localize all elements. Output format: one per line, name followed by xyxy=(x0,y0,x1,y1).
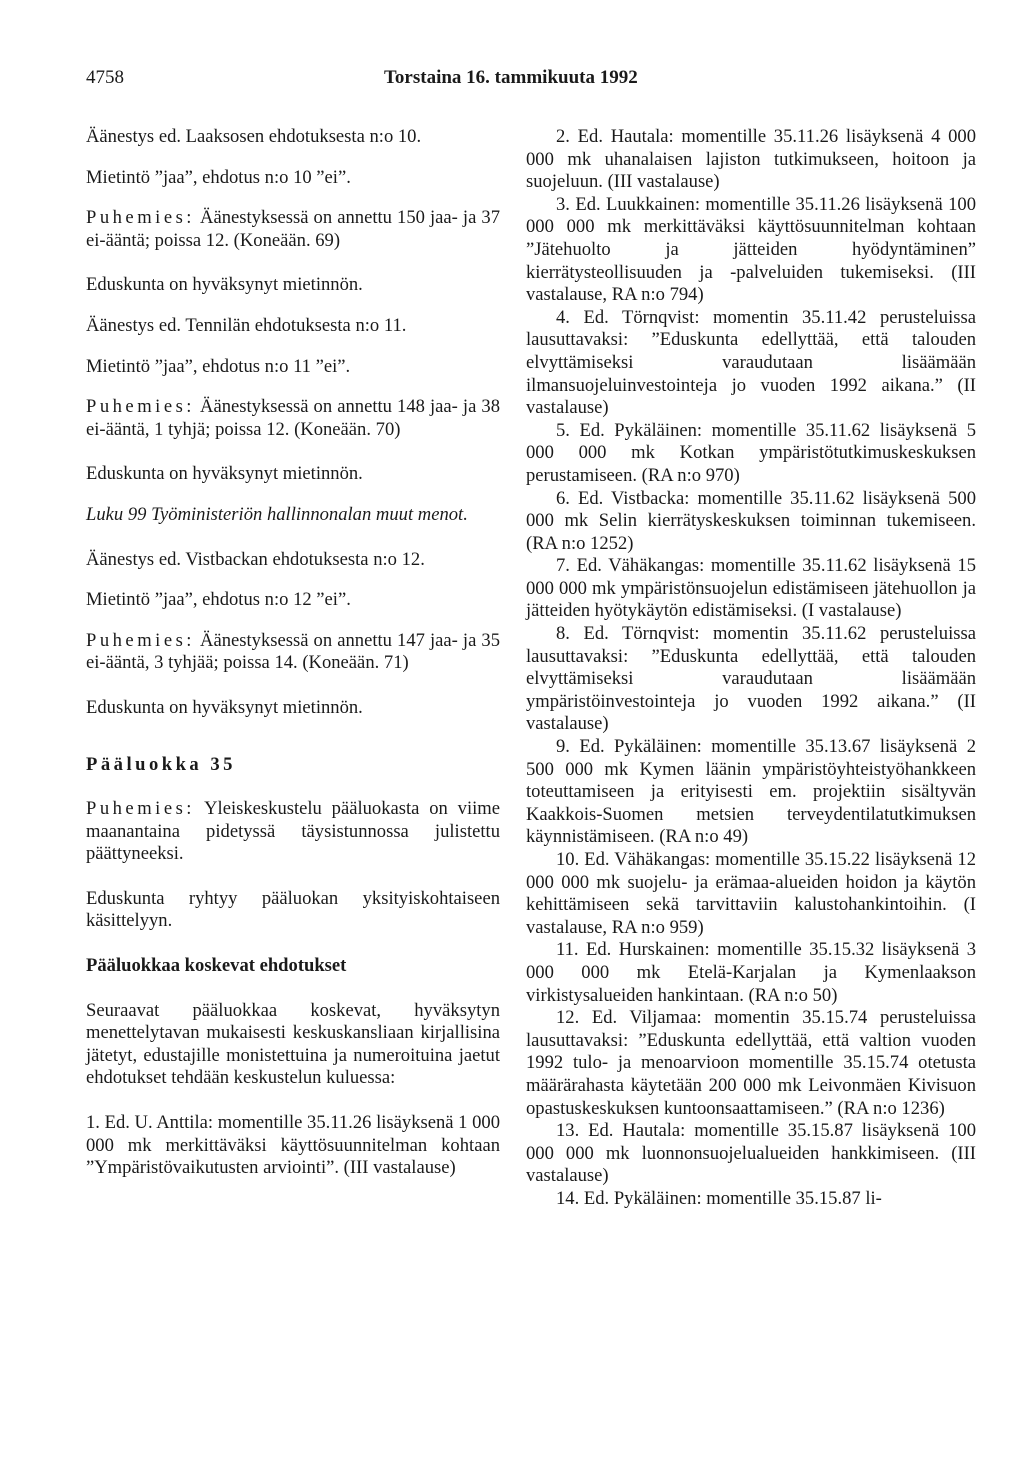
paragraph-detailed-reading: Eduskunta ryhtyy pääluokan yksityiskohtaiseen käsittelyyn. xyxy=(86,887,500,932)
speaker-text: Äänestyksessä on annettu 147 jaa- ja 35 ei-ääntä, 3 tyhjää; poissa 14. (Koneään. 71) xyxy=(86,629,500,674)
paragraph-chapter-99: Luku 99 Työministeriön hallinnonalan muut menot. xyxy=(86,503,468,525)
proposal-item-6: 6. Ed. Vistbacka: momentille 35.11.62 lisäyksenä 500 000 mk Selin kierrätyskeskuksen toiminnan tukemiseen. (RA n:o 1252) xyxy=(526,487,976,554)
proposal-item-4: 4. Ed. Törnqvist: momentin 35.11.42 perusteluissa lausuttavaksi: ”Eduskunta edellyttää, että talouden elvyttämiseksi varaudutaan lisäämään ilmansuojeluinvestointeja jo vuoden 1992 aikana.” (II vastalause) xyxy=(526,306,976,419)
proposal-item-10: 10. Ed. Vähäkangas: momentille 35.15.22 lisäyksenä 12 000 000 mk suojelu- ja erämaa-alueiden hoidon ja käytön kehittämiseen sekä tarvittaviin kalustohankintoihin. (I vastalause, RA n:o 959) xyxy=(526,849,976,938)
proposal-item-14: 14. Ed. Pykäläinen: momentille 35.15.87 li- xyxy=(556,1187,882,1209)
left-column xyxy=(86,126,500,1202)
proposal-item-9: 9. Ed. Pykäläinen: momentille 35.13.67 lisäyksenä 2 500 000 mk Kymen läänin ympäristöyhteistyöhankkeen toteuttamiseen ja erityisesti em. projektiin sisältyvän Kaakkois-Suomen metsien terveydentilatutkimuksen käynnistämiseen. (RA n:o 49) xyxy=(526,736,976,848)
paragraph-committee-12: Mietintö ”jaa”, ehdotus n:o 12 ”ei”. xyxy=(86,589,351,611)
paragraph-approved: Eduskunta on hyväksynyt mietinnön. xyxy=(86,463,363,485)
paragraph-proposals-intro: Seuraavat pääluokkaa koskevat, hyväksytyn menettelytavan mukaisesti keskuskansliaan kirjallisina jätetyt, edustajille monistettuina ja numeroituina jaetut ehdotukset tehdään keskustelun kuluessa: xyxy=(86,999,500,1089)
paragraph-vote-11: Äänestys ed. Tennilän ehdotuksesta n:o 11. xyxy=(86,314,407,336)
paragraph-vote-12: Äänestys ed. Vistbackan ehdotuksesta n:o 12. xyxy=(86,548,425,570)
proposal-item-2: 2. Ed. Hautala: momentille 35.11.26 lisäyksenä 4 000 000 mk uhanalaisen lajiston tutkimukseen, hoitoon ja suojeluun. (III vastalause) xyxy=(526,126,976,193)
paragraph-speaker-result-71 xyxy=(86,630,500,675)
proposal-item-3: 3. Ed. Luukkainen: momentille 35.11.26 lisäyksenä 100 000 000 mk merkittäväksi käyttösuunnitelman kohtaan ”Jätehuolto ja jätteiden hyödyntäminen” kierrätysteollisuuden ja -palveluiden tukemiseksi. (III vastalause, RA n:o 794) xyxy=(526,193,976,306)
proposal-item-11: 11. Ed. Hurskainen: momentille 35.15.32 lisäyksenä 3 000 000 mk Etelä-Karjalan ja Kymenlaakson virkistysalueiden hankintaan. (RA n:o 50) xyxy=(526,939,976,1006)
speaker-label: Puhemies: xyxy=(86,396,195,418)
header-title: Torstaina 16. tammikuuta 1992 xyxy=(384,67,638,88)
speaker-label: Puhemies: xyxy=(86,798,195,820)
proposal-item-1: 1. Ed. U. Anttila: momentille 35.11.26 lisäyksenä 1 000 000 mk merkittäväksi käyttösuunnitelman kohtaan ”Ympäristövaikutusten arviointi”. (III vastalause) xyxy=(86,1112,501,1179)
speaker-text: Yleiskeskustelu pääluokasta on viime maanantaina pidetyssä täysistunnossa julistettu päättyneeksi. xyxy=(86,798,500,865)
page-number: 4758 xyxy=(86,67,124,88)
paragraph-committee-10: Mietintö ”jaa”, ehdotus n:o 10 ”ei”. xyxy=(86,166,351,188)
speaker-label: Puhemies: xyxy=(86,629,195,651)
paragraph-approved: Eduskunta on hyväksynyt mietinnön. xyxy=(86,274,363,296)
speaker-label: Puhemies: xyxy=(86,207,195,229)
proposal-item-5: 5. Ed. Pykäläinen: momentille 35.11.62 lisäyksenä 5 000 000 mk Kotkan ympäristötutkimuskeskuksen perustamiseen. (RA n:o 970) xyxy=(526,419,976,486)
paragraph-speaker-result-69 xyxy=(86,207,500,252)
page-header xyxy=(86,66,946,90)
proposal-item-8: 8. Ed. Törnqvist: momentin 35.11.62 perusteluissa lausuttavaksi: ”Eduskunta edellyttää, että talouden elvyttämiseksi varaudutaan lisäämään ympäristöinvestointeja jo vuoden 1992 aikana.” (II vastalause) xyxy=(526,623,976,735)
paragraph-vote-10: Äänestys ed. Laaksosen ehdotuksesta n:o 10. xyxy=(86,126,422,147)
paragraph-committee-11: Mietintö ”jaa”, ehdotus n:o 11 ”ei”. xyxy=(86,355,351,377)
paragraph-speaker-general-debate xyxy=(86,798,500,866)
proposal-item-13: 13. Ed. Hautala: momentille 35.15.87 lisäyksenä 100 000 000 mk luonnonsuojelualueiden hankkimiseen. (III vastalause) xyxy=(526,1120,976,1187)
proposal-item-7: 7. Ed. Vähäkangas: momentille 35.11.62 lisäyksenä 15 000 000 mk ympäristönsuojelun edistämiseen jätehuollon ja jätteiden hyötykäytön edistämiseksi. (I vastalause) xyxy=(526,555,976,622)
paragraph-approved: Eduskunta on hyväksynyt mietinnön. xyxy=(86,696,363,718)
right-column xyxy=(526,126,976,1211)
paragraph-speaker-result-70 xyxy=(86,396,500,441)
speaker-text: Äänestyksessä on annettu 148 jaa- ja 38 ei-ääntä, 1 tyhjä; poissa 12. (Koneään. 70) xyxy=(86,396,500,440)
speaker-text: Äänestyksessä on annettu 150 jaa- ja 37 ei-ääntä; poissa 12. (Koneään. 69) xyxy=(86,207,500,251)
section-heading-proposals: Pääluokkaa koskevat ehdotukset xyxy=(86,955,347,977)
section-heading-paaluokka-35: Pääluokka 35 xyxy=(86,753,236,775)
proposal-item-12: 12. Ed. Viljamaa: momentin 35.15.74 perusteluissa lausuttavaksi: ”Eduskunta edellyttää, että valtion vuoden 1992 tulo- ja menoarvioon momentille 35.15.74 otetusta määrärahasta käytetään 200 000 mk Leivonmäen Kivisuon opastuskeskuksen kuntoonsaattamiseen.” (RA n:o 1236) xyxy=(526,1007,976,1119)
